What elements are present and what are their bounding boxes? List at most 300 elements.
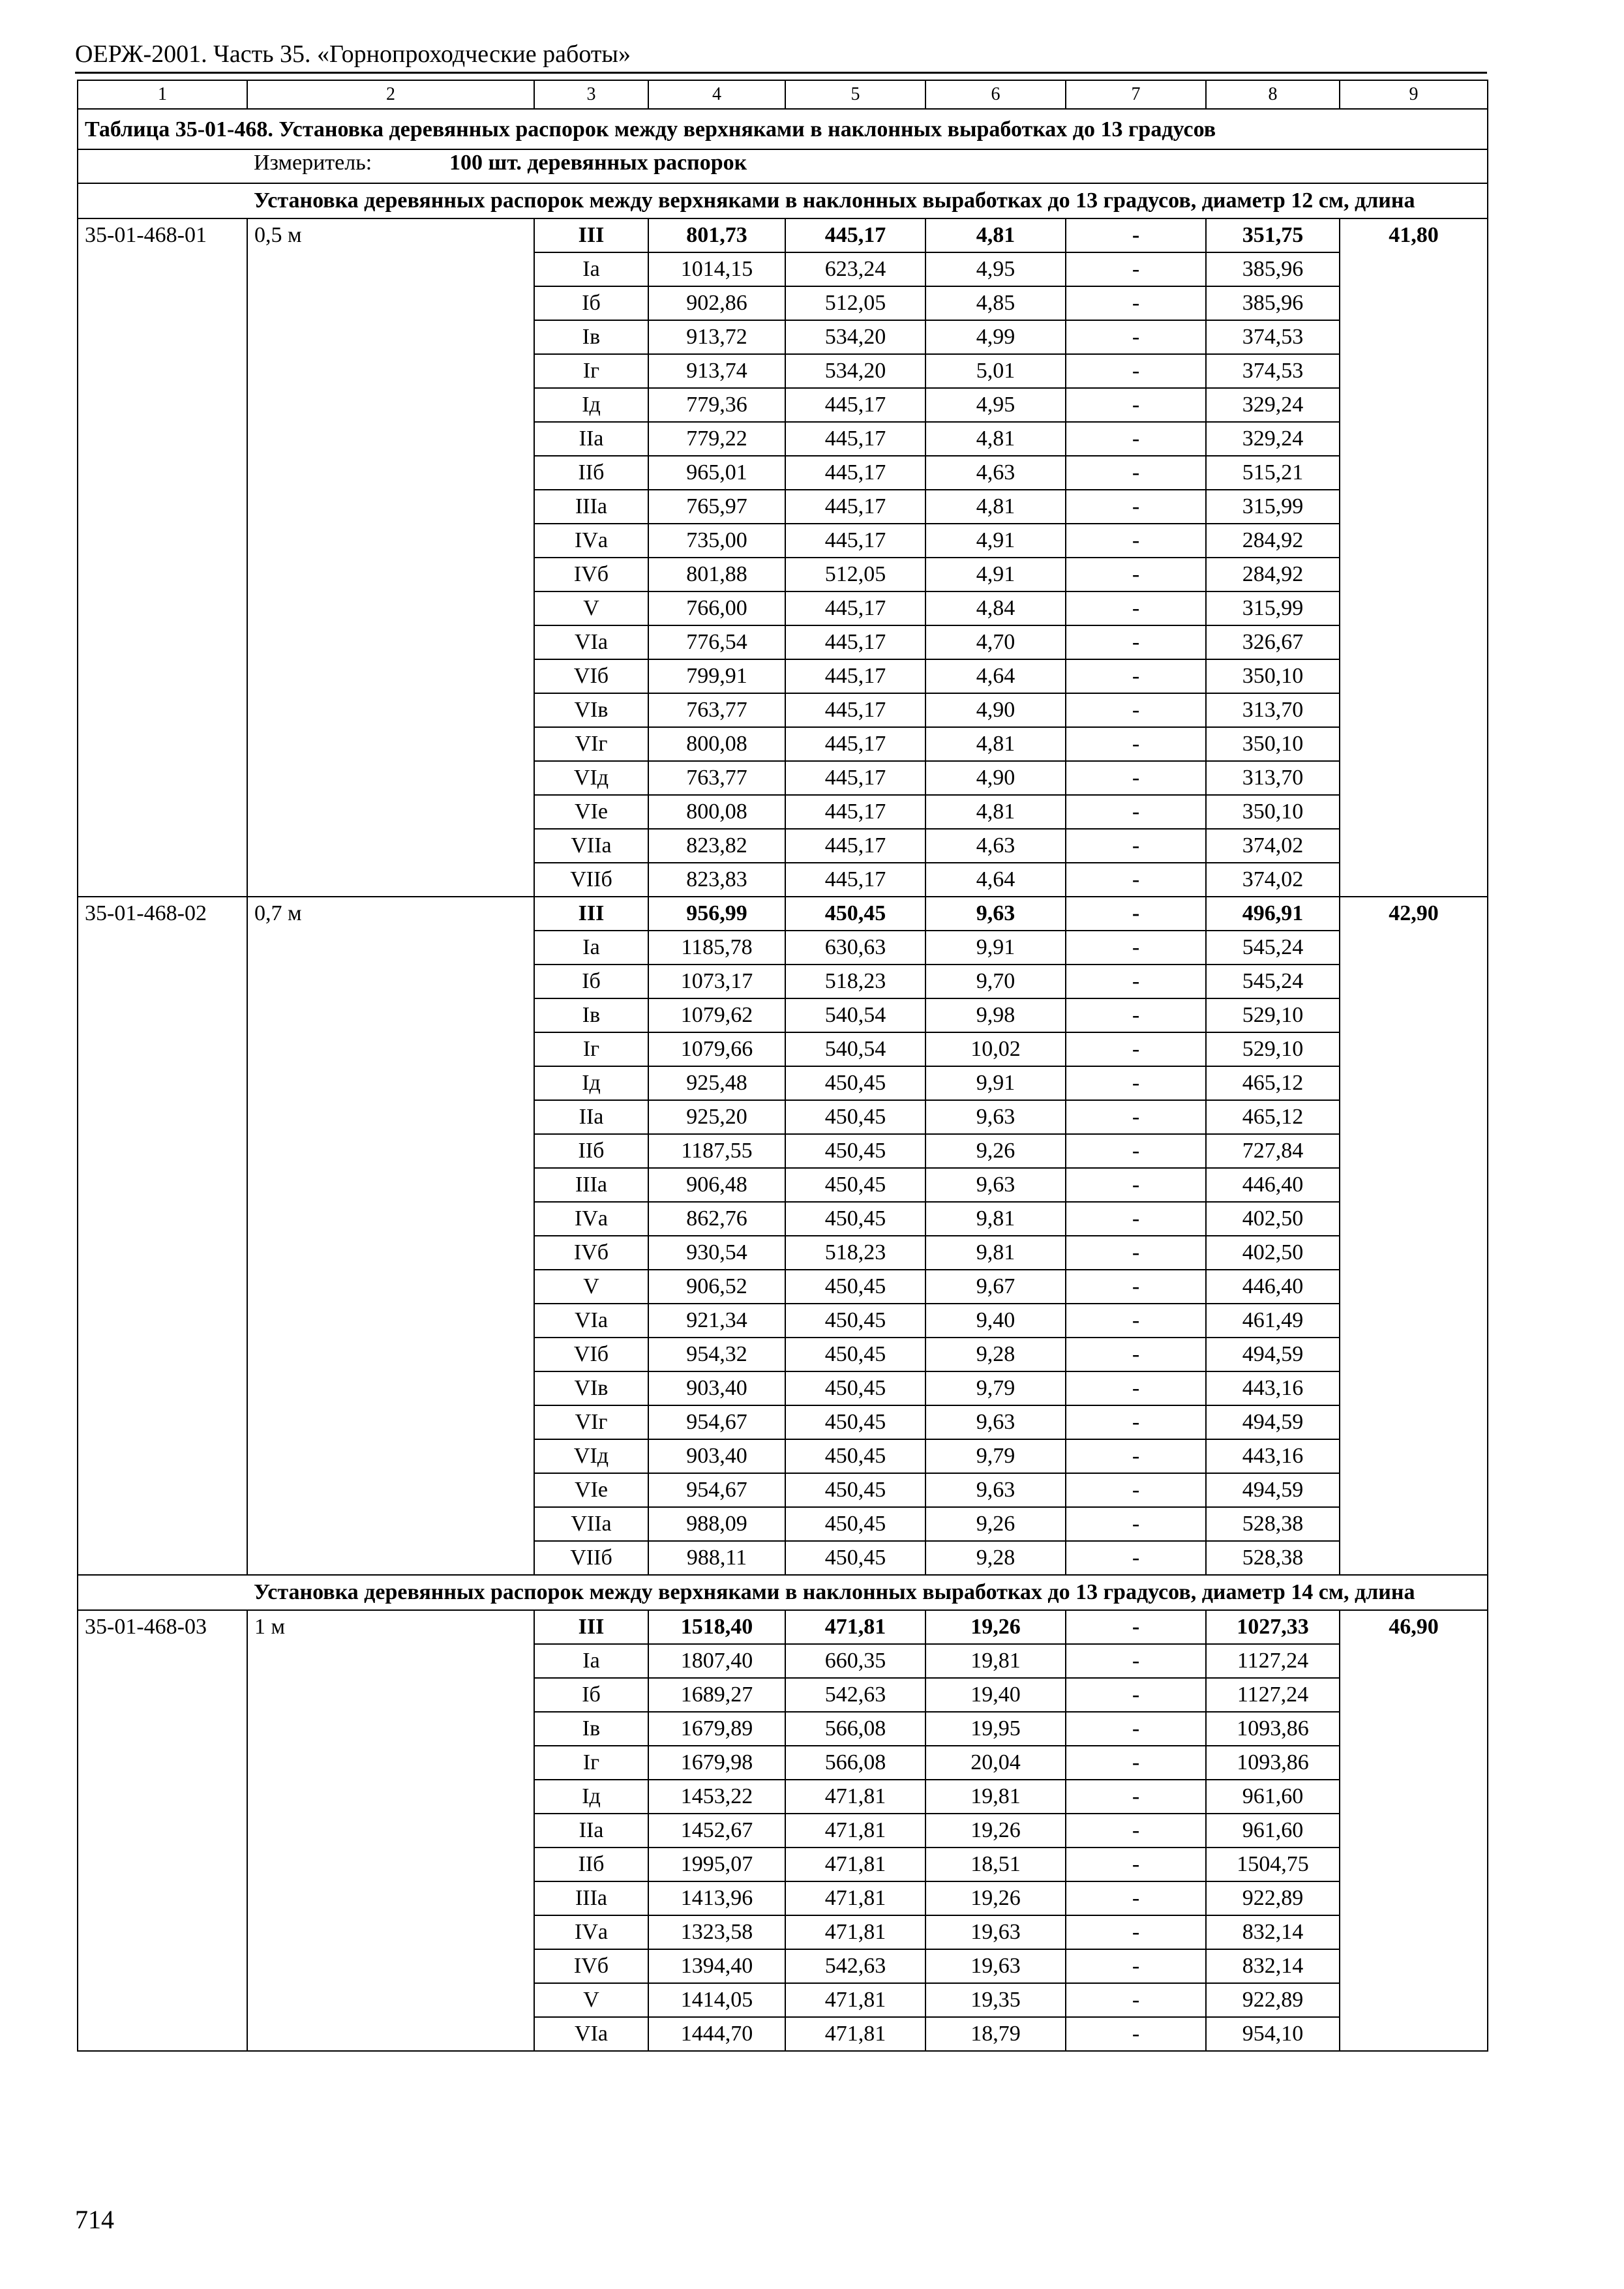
- table-cell: Iв: [534, 1712, 648, 1746]
- table-cell: Iб: [534, 1678, 648, 1712]
- table-cell: 313,70: [1206, 693, 1340, 727]
- table-cell: 540,54: [785, 1032, 925, 1066]
- table-cell: 351,75: [1206, 218, 1340, 252]
- table-cell: 465,12: [1206, 1066, 1340, 1100]
- table-cell: 925,20: [648, 1100, 785, 1134]
- table-cell: 4,81: [925, 422, 1066, 456]
- table-cell: 518,23: [785, 1236, 925, 1270]
- table-cell: 374,02: [1206, 829, 1340, 863]
- table-cell: -: [1066, 727, 1206, 761]
- table-cell: 1518,40: [648, 1610, 785, 1644]
- meter-row: [78, 149, 1488, 183]
- table-cell: 1995,07: [648, 1848, 785, 1881]
- meter-label: Измеритель:: [254, 151, 372, 175]
- table-cell: 9,67: [925, 1270, 1066, 1304]
- table-cell: -: [1066, 320, 1206, 354]
- table-cell: 660,35: [785, 1644, 925, 1678]
- table-cell: 529,10: [1206, 1032, 1340, 1066]
- column-number: 2: [247, 80, 534, 109]
- table-cell: 4,99: [925, 320, 1066, 354]
- table-cell: 315,99: [1206, 591, 1340, 625]
- table-cell: -: [1066, 422, 1206, 456]
- table-cell: 10,02: [925, 1032, 1066, 1066]
- table-cell: IIIа: [534, 490, 648, 524]
- table-cell: -: [1066, 625, 1206, 659]
- table-cell: -: [1066, 1371, 1206, 1405]
- table-cell: Iг: [534, 1746, 648, 1780]
- table-cell: 1679,98: [648, 1746, 785, 1780]
- table-cell: IIб: [534, 1848, 648, 1881]
- table-cell: 450,45: [785, 1304, 925, 1338]
- table-cell: VIа: [534, 2017, 648, 2051]
- rates-table: [77, 80, 1488, 2052]
- table-cell: 450,45: [785, 1100, 925, 1134]
- rate-code: 35-01-468-01: [78, 218, 247, 897]
- table-cell: 832,14: [1206, 1915, 1340, 1949]
- table-cell: Iб: [534, 965, 648, 998]
- table-row: [78, 897, 1488, 931]
- table-cell: 9,63: [925, 1100, 1066, 1134]
- table-cell: 4,63: [925, 829, 1066, 863]
- table-cell: 443,16: [1206, 1371, 1340, 1405]
- table-cell: 4,95: [925, 388, 1066, 422]
- table-cell: 445,17: [785, 863, 925, 897]
- table-cell: 471,81: [785, 1983, 925, 2017]
- table-cell: 445,17: [785, 659, 925, 693]
- table-cell: 4,85: [925, 286, 1066, 320]
- table-cell: IVа: [534, 524, 648, 558]
- section-heading-blank: [78, 1575, 247, 1610]
- table-cell: 326,67: [1206, 625, 1340, 659]
- table-cell: 496,91: [1206, 897, 1340, 931]
- column-number: 8: [1206, 80, 1340, 109]
- table-cell: 350,10: [1206, 795, 1340, 829]
- table-cell: 763,77: [648, 693, 785, 727]
- table-cell: -: [1066, 286, 1206, 320]
- table-cell: 763,77: [648, 761, 785, 795]
- table-cell: 350,10: [1206, 727, 1340, 761]
- table-cell: 4,81: [925, 795, 1066, 829]
- table-cell: 284,92: [1206, 558, 1340, 591]
- table-cell: 4,81: [925, 727, 1066, 761]
- running-header: ОЕРЖ-2001. Часть 35. «Горнопроходческие работы»: [75, 40, 631, 68]
- table-cell: 545,24: [1206, 931, 1340, 965]
- meter-cell: [247, 149, 1488, 183]
- table-cell: 1414,05: [648, 1983, 785, 2017]
- table-cell: 450,45: [785, 1507, 925, 1541]
- table-cell: 776,54: [648, 625, 785, 659]
- table-cell: 9,28: [925, 1541, 1066, 1575]
- table-cell: 779,36: [648, 388, 785, 422]
- table-cell: 4,81: [925, 218, 1066, 252]
- table-cell: 450,45: [785, 1066, 925, 1100]
- table-cell: 542,63: [785, 1678, 925, 1712]
- table-cell: 954,67: [648, 1473, 785, 1507]
- table-cell: -: [1066, 998, 1206, 1032]
- table-cell: 494,59: [1206, 1338, 1340, 1371]
- column-number: 7: [1066, 80, 1206, 109]
- table-cell: III: [534, 218, 648, 252]
- table-cell: 801,73: [648, 218, 785, 252]
- table-cell: 445,17: [785, 388, 925, 422]
- table-cell: Iб: [534, 286, 648, 320]
- table-cell: -: [1066, 1405, 1206, 1439]
- meter-blank: [78, 149, 247, 183]
- table-cell: 450,45: [785, 1168, 925, 1202]
- table-cell: 823,82: [648, 829, 785, 863]
- table-cell: IIа: [534, 1100, 648, 1134]
- table-cell: 566,08: [785, 1712, 925, 1746]
- table-cell: IVб: [534, 558, 648, 591]
- table-cell: 735,00: [648, 524, 785, 558]
- table-cell: 1079,66: [648, 1032, 785, 1066]
- table-cell: 4,91: [925, 558, 1066, 591]
- table-cell: Iв: [534, 998, 648, 1032]
- table-cell: 350,10: [1206, 659, 1340, 693]
- table-cell: 313,70: [1206, 761, 1340, 795]
- page-number: 714: [75, 2205, 114, 2234]
- table-cell: 9,28: [925, 1338, 1066, 1371]
- table-cell: 727,84: [1206, 1134, 1340, 1168]
- table-cell: 4,81: [925, 490, 1066, 524]
- table-cell: -: [1066, 1848, 1206, 1881]
- table-cell: Iв: [534, 320, 648, 354]
- table-cell: 445,17: [785, 524, 925, 558]
- table-cell: 402,50: [1206, 1202, 1340, 1236]
- table-cell: 528,38: [1206, 1541, 1340, 1575]
- table-cell: 9,91: [925, 931, 1066, 965]
- table-cell: 512,05: [785, 286, 925, 320]
- table-cell: 5,01: [925, 354, 1066, 388]
- table-cell: -: [1066, 524, 1206, 558]
- table-cell: 1679,89: [648, 1712, 785, 1746]
- table-cell: 329,24: [1206, 388, 1340, 422]
- table-cell: 4,64: [925, 659, 1066, 693]
- table-cell: 1187,55: [648, 1134, 785, 1168]
- table-cell: 445,17: [785, 456, 925, 490]
- table-cell: IVа: [534, 1202, 648, 1236]
- table-cell: 9,81: [925, 1202, 1066, 1236]
- table-cell: 4,90: [925, 693, 1066, 727]
- table-cell: 1453,22: [648, 1780, 785, 1814]
- table-cell: 956,99: [648, 897, 785, 931]
- table-cell: 471,81: [785, 1881, 925, 1915]
- table-cell: VIд: [534, 761, 648, 795]
- table-cell: 534,20: [785, 320, 925, 354]
- table-cell: IVб: [534, 1949, 648, 1983]
- table-cell: 494,59: [1206, 1405, 1340, 1439]
- table-cell: -: [1066, 897, 1206, 931]
- table-cell: 445,17: [785, 490, 925, 524]
- table-cell: -: [1066, 1915, 1206, 1949]
- table-cell: Iг: [534, 354, 648, 388]
- table-cell: 9,26: [925, 1134, 1066, 1168]
- table-cell: 385,96: [1206, 252, 1340, 286]
- table-cell: 446,40: [1206, 1270, 1340, 1304]
- table-cell: -: [1066, 1473, 1206, 1507]
- table-cell: VIIб: [534, 863, 648, 897]
- table-cell: 906,52: [648, 1270, 785, 1304]
- table-cell: -: [1066, 1712, 1206, 1746]
- table-cell: -: [1066, 252, 1206, 286]
- table-cell: 446,40: [1206, 1168, 1340, 1202]
- table-cell: 623,24: [785, 252, 925, 286]
- table-cell: 9,26: [925, 1507, 1066, 1541]
- table-cell: -: [1066, 1983, 1206, 2017]
- table-cell: 445,17: [785, 625, 925, 659]
- table-cell: 930,54: [648, 1236, 785, 1270]
- table-cell: 471,81: [785, 2017, 925, 2051]
- table-cell: -: [1066, 1202, 1206, 1236]
- table-cell: V: [534, 1270, 648, 1304]
- table-row: [78, 218, 1488, 252]
- table-cell: 913,74: [648, 354, 785, 388]
- labor-cost: 46,90: [1340, 1610, 1488, 2051]
- table-cell: 823,83: [648, 863, 785, 897]
- table-cell: 1093,86: [1206, 1746, 1340, 1780]
- table-cell: IIIа: [534, 1168, 648, 1202]
- table-cell: 9,63: [925, 1168, 1066, 1202]
- table-cell: 1093,86: [1206, 1712, 1340, 1746]
- section-heading: Установка деревянных распорок между верхняками в наклонных выработках до 13 градусов, диаметр 12 см, длина: [247, 183, 1488, 218]
- table-cell: 1185,78: [648, 931, 785, 965]
- table-cell: V: [534, 1983, 648, 2017]
- table-cell: 19,26: [925, 1814, 1066, 1848]
- table-cell: -: [1066, 1507, 1206, 1541]
- table-cell: 445,17: [785, 727, 925, 761]
- table-cell: 19,63: [925, 1949, 1066, 1983]
- table-cell: 801,88: [648, 558, 785, 591]
- table-cell: 450,45: [785, 1405, 925, 1439]
- table-cell: 961,60: [1206, 1780, 1340, 1814]
- table-cell: 471,81: [785, 1610, 925, 1644]
- table-cell: 315,99: [1206, 490, 1340, 524]
- table-cell: -: [1066, 2017, 1206, 2051]
- table-cell: 529,10: [1206, 998, 1340, 1032]
- table-cell: 534,20: [785, 354, 925, 388]
- table-cell: 903,40: [648, 1371, 785, 1405]
- table-cell: 954,67: [648, 1405, 785, 1439]
- table-cell: -: [1066, 1541, 1206, 1575]
- table-cell: Iа: [534, 931, 648, 965]
- table-cell: 445,17: [785, 795, 925, 829]
- table-cell: -: [1066, 761, 1206, 795]
- table-body: [78, 80, 1488, 2051]
- table-cell: 4,63: [925, 456, 1066, 490]
- column-number: 6: [925, 80, 1066, 109]
- table-cell: Iд: [534, 388, 648, 422]
- table-cell: 1127,24: [1206, 1678, 1340, 1712]
- table-cell: IVа: [534, 1915, 648, 1949]
- table-cell: 921,34: [648, 1304, 785, 1338]
- table-cell: 799,91: [648, 659, 785, 693]
- table-cell: 20,04: [925, 1746, 1066, 1780]
- table-cell: -: [1066, 1100, 1206, 1134]
- table-cell: VIе: [534, 1473, 648, 1507]
- table-cell: III: [534, 1610, 648, 1644]
- table-cell: Iа: [534, 1644, 648, 1678]
- table-cell: 4,64: [925, 863, 1066, 897]
- table-cell: 545,24: [1206, 965, 1340, 998]
- table-cell: 374,53: [1206, 354, 1340, 388]
- table-cell: 19,63: [925, 1915, 1066, 1949]
- table-cell: -: [1066, 1881, 1206, 1915]
- table-cell: 765,97: [648, 490, 785, 524]
- table-cell: IIа: [534, 422, 648, 456]
- table-cell: 443,16: [1206, 1439, 1340, 1473]
- table-cell: -: [1066, 1338, 1206, 1371]
- table-cell: -: [1066, 1746, 1206, 1780]
- table-cell: 450,45: [785, 1134, 925, 1168]
- table-cell: IIIа: [534, 1881, 648, 1915]
- table-cell: VIб: [534, 659, 648, 693]
- table-cell: VIг: [534, 1405, 648, 1439]
- table-cell: -: [1066, 1236, 1206, 1270]
- meter-value: 100 шт. деревянных распорок: [449, 151, 747, 175]
- rate-name: 1 м: [247, 1610, 534, 2051]
- table-cell: -: [1066, 1304, 1206, 1338]
- table-cell: 445,17: [785, 422, 925, 456]
- table-cell: -: [1066, 693, 1206, 727]
- column-number: 3: [534, 80, 648, 109]
- table-cell: VIв: [534, 693, 648, 727]
- table-cell: VIб: [534, 1338, 648, 1371]
- table-cell: 1689,27: [648, 1678, 785, 1712]
- table-cell: -: [1066, 863, 1206, 897]
- table-cell: 630,63: [785, 931, 925, 965]
- table-cell: 1504,75: [1206, 1848, 1340, 1881]
- table-cell: VIа: [534, 1304, 648, 1338]
- table-cell: 862,76: [648, 1202, 785, 1236]
- table-cell: -: [1066, 1270, 1206, 1304]
- table-cell: 913,72: [648, 320, 785, 354]
- table-cell: Iд: [534, 1780, 648, 1814]
- table-cell: 4,95: [925, 252, 1066, 286]
- table-cell: 494,59: [1206, 1473, 1340, 1507]
- table-cell: 471,81: [785, 1848, 925, 1881]
- table-cell: 19,26: [925, 1610, 1066, 1644]
- rate-code: 35-01-468-03: [78, 1610, 247, 2051]
- table-cell: 9,70: [925, 965, 1066, 998]
- table-cell: VIа: [534, 625, 648, 659]
- table-cell: 988,09: [648, 1507, 785, 1541]
- table-cell: 450,45: [785, 1439, 925, 1473]
- labor-cost: 41,80: [1340, 218, 1488, 897]
- table-cell: 1073,17: [648, 965, 785, 998]
- table-cell: VIд: [534, 1439, 648, 1473]
- table-cell: -: [1066, 1678, 1206, 1712]
- table-cell: IIа: [534, 1814, 648, 1848]
- table-cell: VIв: [534, 1371, 648, 1405]
- table-cell: 19,95: [925, 1712, 1066, 1746]
- table-cell: Iг: [534, 1032, 648, 1066]
- table-cell: 902,86: [648, 286, 785, 320]
- table-cell: VIIа: [534, 1507, 648, 1541]
- table-cell: -: [1066, 1439, 1206, 1473]
- table-cell: 9,63: [925, 897, 1066, 931]
- table-cell: -: [1066, 456, 1206, 490]
- table-cell: -: [1066, 1066, 1206, 1100]
- table-cell: IIб: [534, 1134, 648, 1168]
- table-cell: 4,84: [925, 591, 1066, 625]
- table-cell: 540,54: [785, 998, 925, 1032]
- table-cell: -: [1066, 1780, 1206, 1814]
- table-cell: 832,14: [1206, 1949, 1340, 1983]
- table-cell: -: [1066, 558, 1206, 591]
- rate-name: 0,7 м: [247, 897, 534, 1575]
- table-cell: 445,17: [785, 218, 925, 252]
- table-cell: 450,45: [785, 1541, 925, 1575]
- table-cell: 450,45: [785, 1473, 925, 1507]
- table-cell: 954,32: [648, 1338, 785, 1371]
- table-cell: 402,50: [1206, 1236, 1340, 1270]
- rate-name: 0,5 м: [247, 218, 534, 897]
- table-cell: -: [1066, 1134, 1206, 1168]
- table-cell: VIIа: [534, 829, 648, 863]
- table-cell: 965,01: [648, 456, 785, 490]
- table-cell: 450,45: [785, 1202, 925, 1236]
- table-title-row: [78, 109, 1488, 149]
- table-cell: -: [1066, 931, 1206, 965]
- table-cell: 445,17: [785, 693, 925, 727]
- table-cell: 1394,40: [648, 1949, 785, 1983]
- table-cell: -: [1066, 218, 1206, 252]
- section-heading-row: [78, 183, 1488, 218]
- table-cell: -: [1066, 388, 1206, 422]
- table-cell: 385,96: [1206, 286, 1340, 320]
- table-cell: -: [1066, 1032, 1206, 1066]
- table-cell: -: [1066, 490, 1206, 524]
- table-cell: 542,63: [785, 1949, 925, 1983]
- table-cell: 925,48: [648, 1066, 785, 1100]
- rate-code: 35-01-468-02: [78, 897, 247, 1575]
- table-cell: 9,91: [925, 1066, 1066, 1100]
- table-cell: 18,79: [925, 2017, 1066, 2051]
- table-cell: 19,40: [925, 1678, 1066, 1712]
- table-cell: 9,79: [925, 1371, 1066, 1405]
- table-cell: III: [534, 897, 648, 931]
- table-cell: 1127,24: [1206, 1644, 1340, 1678]
- table-cell: 374,53: [1206, 320, 1340, 354]
- table-cell: 450,45: [785, 1270, 925, 1304]
- table-cell: 9,63: [925, 1473, 1066, 1507]
- table-cell: 445,17: [785, 591, 925, 625]
- column-number: 5: [785, 80, 925, 109]
- table-cell: 766,00: [648, 591, 785, 625]
- table-cell: -: [1066, 1610, 1206, 1644]
- table-cell: 18,51: [925, 1848, 1066, 1881]
- table-cell: 329,24: [1206, 422, 1340, 456]
- table-cell: IVб: [534, 1236, 648, 1270]
- table-cell: V: [534, 591, 648, 625]
- table-cell: -: [1066, 829, 1206, 863]
- table-cell: -: [1066, 965, 1206, 998]
- table-cell: 1452,67: [648, 1814, 785, 1848]
- table-cell: -: [1066, 1644, 1206, 1678]
- table-cell: -: [1066, 1814, 1206, 1848]
- table-cell: Iа: [534, 252, 648, 286]
- table-cell: 906,48: [648, 1168, 785, 1202]
- table-cell: VIе: [534, 795, 648, 829]
- table-cell: -: [1066, 1949, 1206, 1983]
- table-cell: -: [1066, 659, 1206, 693]
- table-cell: 988,11: [648, 1541, 785, 1575]
- table-row: [78, 1610, 1488, 1644]
- table-cell: 512,05: [785, 558, 925, 591]
- table-title: Таблица 35-01-468. Установка деревянных распорок между верхняками в наклонных выработках до 13 градусов: [78, 109, 1488, 149]
- table-cell: Iд: [534, 1066, 648, 1100]
- table-cell: VIIб: [534, 1541, 648, 1575]
